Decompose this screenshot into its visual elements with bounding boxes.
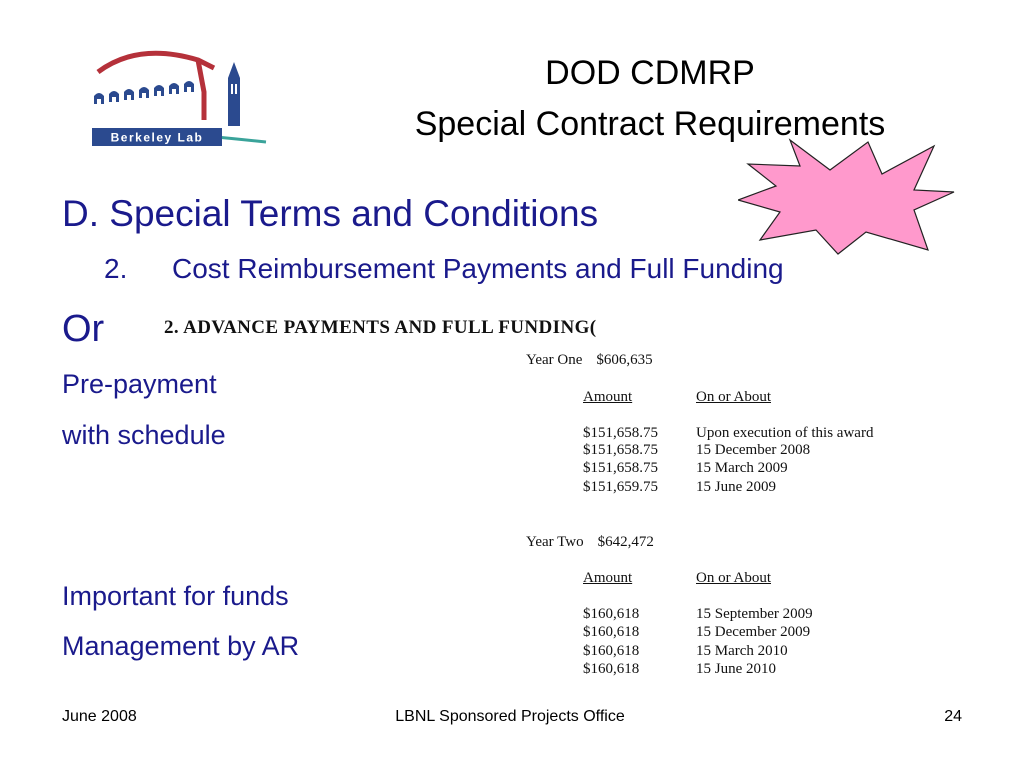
sub-item-text: Cost Reimbursement Payments and Full Funding (172, 253, 784, 284)
section-heading: D. Special Terms and Conditions (62, 193, 599, 234)
footer-page-number: 24 (944, 708, 962, 725)
side-note-management: Management by AR (62, 631, 300, 661)
logo-text: Berkeley Lab (110, 130, 204, 145)
year-two-amount-header: Amount (583, 570, 633, 586)
document-heading (164, 317, 600, 339)
year-two-row-amount: $160,618 (583, 643, 640, 659)
year-one-row-date: 15 June 2009 (696, 479, 776, 495)
year-one-row-amount: $151,658.75 (583, 425, 658, 441)
or-label: Or (62, 308, 105, 350)
sub-item-number: 2. (104, 253, 128, 284)
year-one-row-date: Upon execution of this award (696, 425, 874, 441)
year-one-date-header: On or About (696, 389, 771, 405)
footer-office: LBNL Sponsored Projects Office (395, 708, 625, 725)
year-one-label: Year One (526, 352, 583, 368)
year-one-row-amount: $151,658.75 (583, 460, 658, 476)
year-one-amount-header: Amount (583, 389, 633, 405)
year-two-row-date: 15 June 2010 (696, 661, 776, 677)
year-one-row-amount: $151,658.75 (583, 442, 658, 458)
side-note-with-schedule: with schedule (62, 420, 226, 450)
year-two-row-date: 15 September 2009 (696, 606, 813, 622)
side-note-pre-payment: Pre-payment (62, 369, 217, 399)
logo-roof-line (198, 60, 204, 120)
slide-title-line1: DOD CDMRP (545, 54, 755, 92)
year-one-row-date: 15 March 2009 (696, 460, 788, 476)
year-two-date-header: On or About (696, 570, 771, 586)
year-two-summary (526, 534, 654, 551)
year-two-row-date: 15 March 2010 (696, 643, 788, 659)
year-two-row-amount: $160,618 (583, 661, 640, 677)
year-two-row-date: 15 December 2009 (696, 624, 811, 640)
pink-starburst-shape (738, 138, 956, 256)
slide-title-line2: Special Contract Requirements (414, 105, 886, 143)
year-two-label: Year Two (526, 534, 584, 550)
document-heading-cut-char: ( (589, 317, 597, 338)
campanile-tower-icon (228, 62, 240, 126)
year-one-summary (526, 352, 653, 369)
sub-item (104, 252, 784, 286)
year-two-total: $642,472 (597, 534, 654, 550)
year-one-row-date: 15 December 2008 (696, 442, 811, 458)
side-note-important: Important for funds (62, 581, 289, 611)
year-one-row-amount: $151,659.75 (583, 479, 658, 495)
berkeley-lab-logo-graphic (88, 42, 268, 154)
footer-date: June 2008 (62, 708, 137, 725)
year-two-row-amount: $160,618 (583, 624, 640, 640)
logo-arches (94, 81, 194, 104)
berkeley-lab-logo (88, 42, 268, 154)
document-heading-text: 2. ADVANCE PAYMENTS AND FULL FUNDING (164, 317, 590, 338)
starburst-polygon (738, 140, 954, 254)
year-two-row-amount: $160,618 (583, 606, 640, 622)
year-one-total: $606,635 (596, 352, 653, 368)
